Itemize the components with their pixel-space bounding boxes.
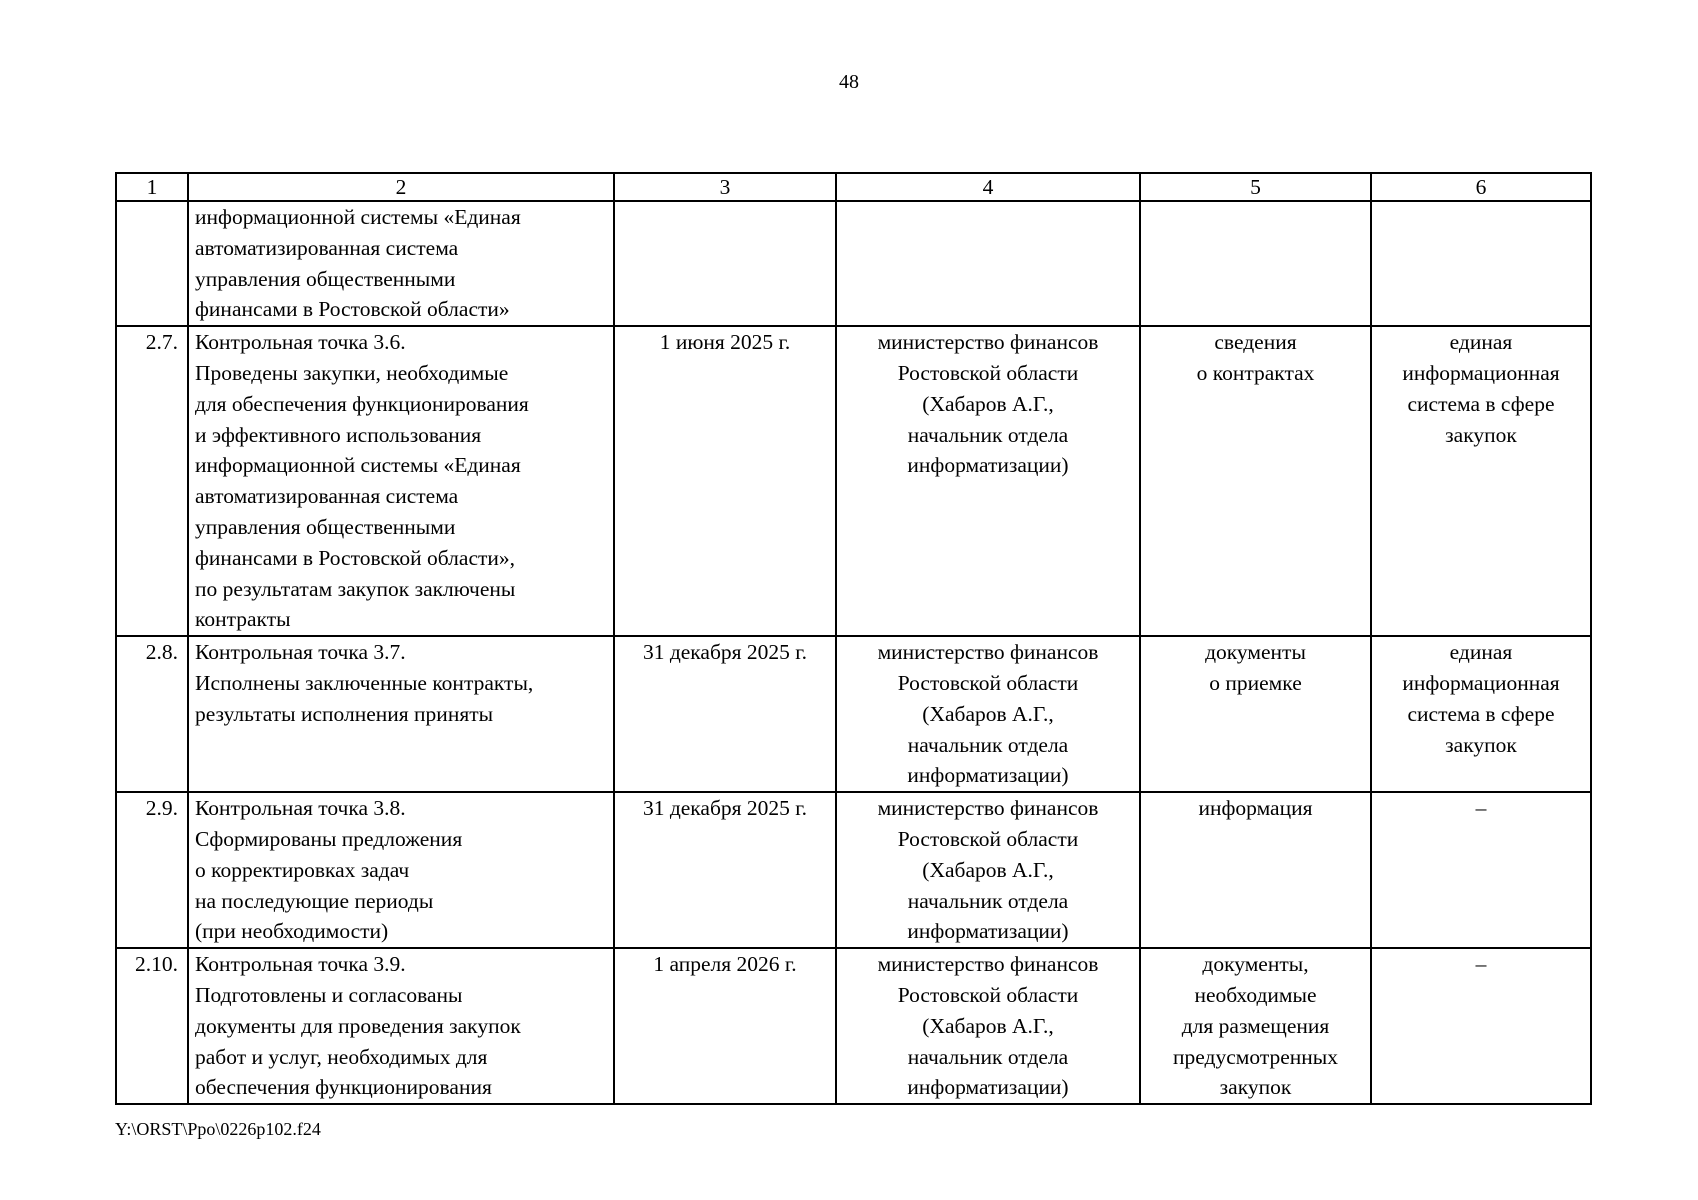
row-system [1371, 201, 1591, 326]
row-responsible [836, 201, 1140, 326]
row-description-line: обеспечения функционирования [195, 1075, 492, 1100]
row-responsible-line: начальник отдела [907, 1044, 1069, 1069]
row-responsible-line: информатизации) [907, 1075, 1069, 1100]
row-description [188, 792, 614, 948]
row-result [1140, 792, 1371, 948]
row-description [188, 326, 614, 636]
row-responsible [836, 636, 1140, 792]
row-responsible-line: Ростовской области [897, 670, 1079, 695]
row-responsible-line: министерство финансов [877, 330, 1099, 355]
row-number [116, 201, 188, 326]
row-description-line: результаты исполнения приняты [195, 701, 494, 726]
row-result-line: предусмотренных [1173, 1044, 1338, 1069]
row-result-line: необходимые [1194, 982, 1317, 1007]
row-description-line: информационной системы «Единая [195, 453, 521, 478]
row-system-line: информационная [1402, 360, 1560, 385]
row-result-line: документы [1205, 640, 1306, 665]
row-responsible-line: Ростовской области [897, 826, 1079, 851]
row-responsible-line: (Хабаров А.Г., [922, 857, 1054, 882]
header-cell-4: 4 [836, 173, 1140, 201]
row-system [1371, 948, 1591, 1104]
row-responsible-line: министерство финансов [877, 952, 1099, 977]
row-responsible-line: начальник отдела [907, 732, 1069, 757]
row-description [188, 201, 614, 326]
row-date: 1 июня 2025 г. [614, 326, 836, 636]
row-description-line: Исполнены заключенные контракты, [195, 670, 534, 695]
row-date [614, 201, 836, 326]
row-description-line: для обеспечения функционирования [195, 391, 529, 416]
row-date: 1 апреля 2026 г. [614, 948, 836, 1104]
row-responsible [836, 948, 1140, 1104]
row-description-line: автоматизированная система [195, 484, 459, 509]
row-result-line: о приемке [1209, 670, 1302, 695]
row-responsible-line: министерство финансов [877, 796, 1099, 821]
row-result-line: для размещения [1181, 1013, 1330, 1038]
row-responsible-line: Ростовской области [897, 360, 1079, 385]
row-system-line: закупок [1445, 732, 1517, 757]
row-result [1140, 201, 1371, 326]
row-description-line: Контрольная точка 3.8. [195, 796, 406, 821]
header-cell-2: 2 [188, 173, 614, 201]
row-description-line: управления общественными [195, 514, 456, 539]
row-description-line: управления общественными [195, 266, 456, 291]
row-description-line: финансами в Ростовской области», [195, 545, 516, 570]
row-number: 2.8. [116, 636, 188, 792]
row-description-line: Проведены закупки, необходимые [195, 360, 509, 385]
row-result-line: информация [1198, 796, 1313, 821]
table-row [116, 201, 1591, 326]
row-system-line: информационная [1402, 670, 1560, 695]
row-date: 31 декабря 2025 г. [614, 792, 836, 948]
row-system-line: единая [1449, 330, 1513, 355]
row-description [188, 948, 614, 1104]
row-responsible [836, 326, 1140, 636]
row-description-line: информационной системы «Единая [195, 205, 521, 229]
row-responsible-line: информатизации) [907, 919, 1069, 944]
file-path-footer: Y:\ORST\Ppo\0226p102.f24 [115, 1119, 321, 1139]
row-system-line: система в сфере [1407, 701, 1555, 726]
row-description-line: автоматизированная система [195, 235, 459, 260]
row-system-line: закупок [1445, 422, 1517, 447]
row-responsible-line: министерство финансов [877, 640, 1099, 665]
row-responsible-line: (Хабаров А.Г., [922, 701, 1054, 726]
header-cell-1: 1 [116, 173, 188, 201]
table-row [116, 326, 1591, 636]
row-system-line: система в сфере [1407, 391, 1555, 416]
row-responsible-line: начальник отдела [907, 422, 1069, 447]
row-result-line: сведения [1214, 330, 1297, 355]
row-description-line: Подготовлены и согласованы [195, 982, 463, 1007]
row-result [1140, 948, 1371, 1104]
row-description-line: Контрольная точка 3.9. [195, 952, 406, 977]
control-points-table [115, 172, 1592, 1105]
table-header-row [116, 173, 1591, 201]
table-row [116, 792, 1591, 948]
row-date: 31 декабря 2025 г. [614, 636, 836, 792]
row-responsible-line: информатизации) [907, 763, 1069, 788]
header-cell-3: 3 [614, 173, 836, 201]
row-result [1140, 636, 1371, 792]
row-description-line: по результатам закупок заключены [195, 576, 516, 601]
header-cell-5: 5 [1140, 173, 1371, 201]
row-responsible-line: начальник отдела [907, 888, 1069, 913]
row-description-line: работ и услуг, необходимых для [195, 1044, 488, 1069]
row-description-line: о корректировках задач [195, 857, 410, 882]
row-responsible-line: Ростовской области [897, 982, 1079, 1007]
row-system-line: – [1475, 952, 1487, 977]
table-row [116, 948, 1591, 1104]
row-result-line: о контрактах [1196, 360, 1315, 385]
row-result-line: документы, [1202, 952, 1309, 977]
table-row [116, 636, 1591, 792]
row-responsible-line: (Хабаров А.Г., [922, 1013, 1054, 1038]
row-description-line: (при необходимости) [195, 919, 389, 944]
row-result-line: закупок [1219, 1075, 1292, 1100]
row-system-line: единая [1449, 640, 1513, 665]
row-responsible-line: (Хабаров А.Г., [922, 391, 1054, 416]
row-description [188, 636, 614, 792]
row-responsible [836, 792, 1140, 948]
row-number: 2.10. [116, 948, 188, 1104]
row-description-line: контракты [195, 607, 291, 632]
header-cell-6: 6 [1371, 173, 1591, 201]
row-number: 2.9. [116, 792, 188, 948]
row-description-line: финансами в Ростовской области» [195, 297, 510, 322]
row-description-line: и эффективного использования [195, 422, 482, 447]
page-number: 48 [839, 71, 859, 93]
row-description-line: Контрольная точка 3.7. [195, 640, 406, 665]
row-number: 2.7. [116, 326, 188, 636]
row-description-line: Контрольная точка 3.6. [195, 330, 406, 355]
row-system [1371, 792, 1591, 948]
row-description-line: документы для проведения закупок [195, 1013, 521, 1038]
row-result [1140, 326, 1371, 636]
row-responsible-line: информатизации) [907, 453, 1069, 478]
row-system [1371, 326, 1591, 636]
row-description-line: Сформированы предложения [195, 826, 463, 851]
row-description-line: на последующие периоды [195, 888, 434, 913]
row-system [1371, 636, 1591, 792]
row-system-line: – [1475, 796, 1487, 821]
